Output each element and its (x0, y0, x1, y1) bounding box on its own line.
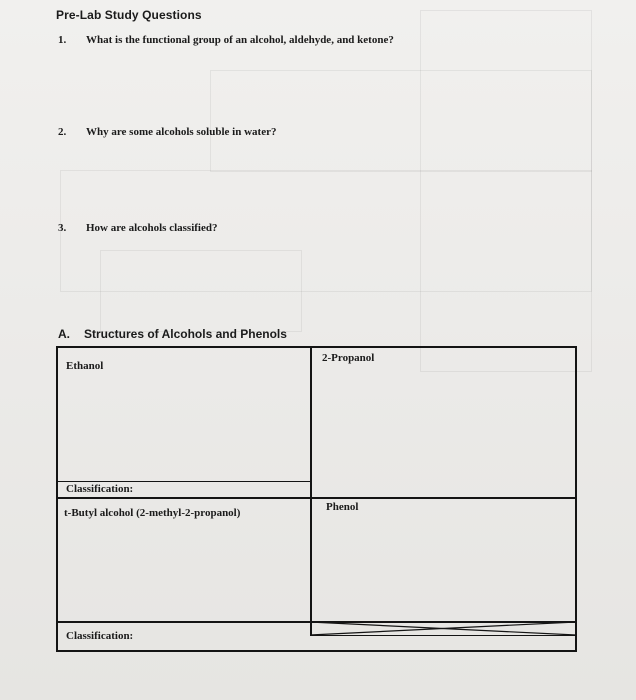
table-border-right (575, 346, 577, 652)
cell-phenol: Phenol (326, 501, 359, 513)
section-letter: A. (58, 327, 70, 341)
table-column-divider (310, 346, 312, 636)
cell-t-butyl-alcohol: t-Butyl alcohol (2-methyl-2-propanol) (64, 507, 241, 519)
table-border-top (56, 346, 576, 348)
question-1 (58, 34, 394, 46)
question-3-number: 3. (58, 222, 67, 234)
table-row-divider-upper (56, 481, 311, 482)
cell-classification-2: Classification: (66, 630, 134, 642)
question-1-text: What is the functional group of an alcohol, aldehyde, and ketone? (86, 34, 394, 46)
bleed-through-grid (420, 10, 592, 372)
bleed-through-grid (100, 250, 302, 332)
question-2 (58, 126, 276, 138)
question-3-text: How are alcohols classified? (86, 222, 218, 234)
section-title-text: Structures of Alcohols and Phenols (84, 327, 287, 341)
cell-classification-1: Classification: (66, 483, 134, 495)
question-1-number: 1. (58, 34, 67, 46)
corner-strokes (310, 618, 577, 652)
cell-2-propanol: 2-Propanol (322, 352, 375, 364)
cell-ethanol: Ethanol (66, 360, 104, 372)
question-2-text: Why are some alcohols soluble in water? (86, 126, 277, 138)
page-heading: Pre-Lab Study Questions (56, 8, 202, 22)
section-heading (58, 327, 287, 341)
question-3 (58, 222, 217, 234)
table-border-left (56, 346, 58, 652)
question-2-number: 2. (58, 126, 67, 138)
table-row-divider-middle (56, 497, 577, 499)
